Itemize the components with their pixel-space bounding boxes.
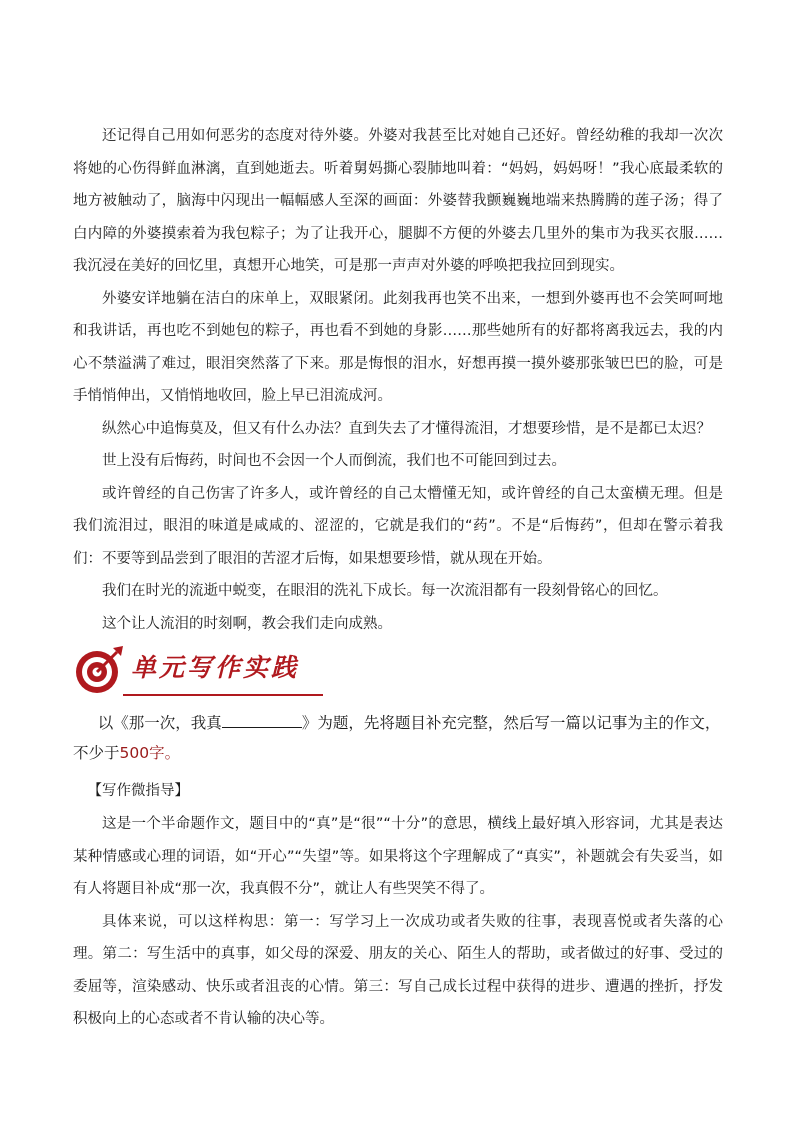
target-arrow-icon xyxy=(73,644,125,696)
heading-underline xyxy=(123,694,323,696)
section-heading xyxy=(73,642,723,702)
paragraph: 世上没有后悔药，时间也不会因一个人而倒流，我们也不可能回到过去。 xyxy=(102,453,566,469)
paragraph: 或许曾经的自己伤害了许多人，或许曾经的自己太懵懂无知，或许曾经的自己太蛮横无理。但是我们流泪过，眼泪的味道是咸咸的、涩涩的，它就是我们的“药”。不是“后悔药”，但却在警示着我们：不要等到品尝到了眼泪的苦涩才后悔，如果想要珍惜，就从现在开始。 xyxy=(73,485,723,567)
paragraph: 还记得自己用如何恶劣的态度对待外婆。外婆对我甚至比对她自己还好。曾经幼稚的我却一次次将她的心伤得鲜血淋漓，直到她逝去。听着舅妈撕心裂肺地叫着：“妈妈，妈妈呀！”我心底最柔软的地方被触动了，脑海中闪现出一幅幅感人至深的画面：外婆替我颤巍巍地端来热腾腾的莲子汤；得了白内障的外婆摸索着为我包粽子；为了让我开心，腿脚不方便的外婆去几里外的集市为我买衣服……我沉浸在美好的回忆里，真想开心地笑，可是那一声声对外婆的呼唤把我拉回到现实。 xyxy=(73,128,723,274)
guide-title: 【写作微指导】 xyxy=(87,783,189,799)
guide-paragraph: 这是一个半命题作文，题目中的“真”是“很”“十分”的意思，横线上最好填入形容词，尤其是表达某种情感或心理的词语，如“开心”“失望”等。如果将这个字理解成了“真实”，补题就会有失妥当，如有人将题目补成“那一次，我真假不分”，就让人有些哭笑不得了。 xyxy=(73,816,723,897)
prompt-part3: 字。 xyxy=(149,744,181,762)
paragraph: 这个让人流泪的时刻啊，教会我们走向成熟。 xyxy=(102,615,392,632)
document-page xyxy=(73,120,723,1036)
prompt-part2: 》为题，先将题目补充完整，然后写一篇以记事为主的作文，不少于 xyxy=(73,714,721,762)
word-count: 500 xyxy=(119,744,150,762)
paragraph: 纵然心中追悔莫及，但又有什么办法？直到失去了才懂得流泪，才想要珍惜，是不是都已太迟？ xyxy=(102,420,711,437)
guide-paragraph: 具体来说，可以这样构思：第一：写学习上一次成功或者失败的往事，表现喜悦或者失落的心理。第二：写生活中的真事，如父母的深爱、朋友的关心、陌生人的帮助，或者做过的好事、受过的委屈等，渲染感动、快乐或者沮丧的心情。第三：写自己成长过程中获得的进步、遭遇的挫折，抒发积极向上的心态或者不肯认输的决心等。 xyxy=(73,913,723,1027)
paragraph: 我们在时光的流逝中蜕变，在眼泪的洗礼下成长。每一次流泪都有一段刻骨铭心的回忆。 xyxy=(102,583,668,599)
writing-prompt xyxy=(73,708,723,768)
paragraph: 外婆安详地躺在洁白的床单上，双眼紧闭。此刻我再也笑不出来，一想到外婆再也不会笑呵呵地和我讲话，再也吃不到她包的粽子，再也看不到她的身影……那些她所有的好都将离我远去，我的内心不禁溢满了难过，眼泪突然落了下来。那是悔恨的泪水，好想再摸一摸外婆那张皱巴巴的脸，可是手悄悄伸出，又悄悄地收回，脸上早已泪流成河。 xyxy=(73,290,723,404)
prompt-part1: 以《那一次，我真 xyxy=(97,714,222,732)
title-blank xyxy=(222,709,302,728)
section-title: 单元写作实践 xyxy=(131,653,300,682)
